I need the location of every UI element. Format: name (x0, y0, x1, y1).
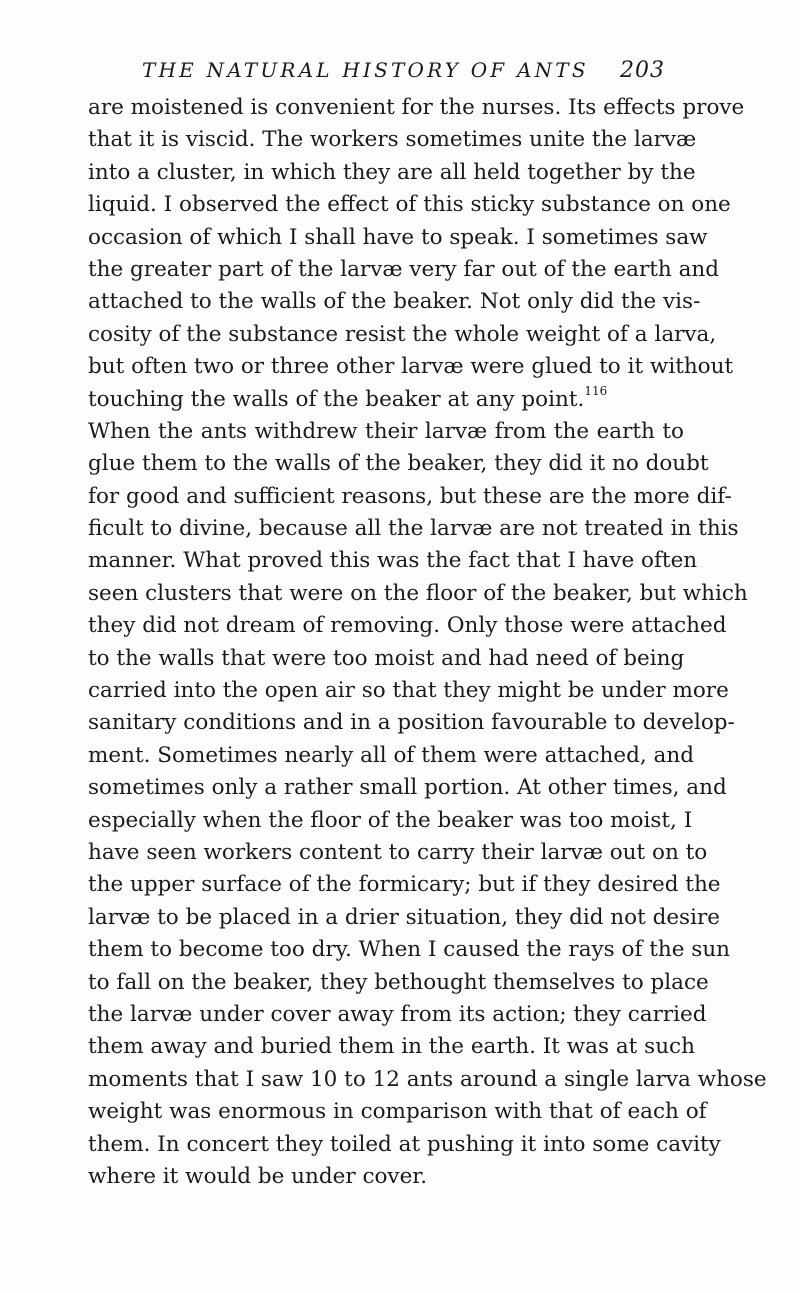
footnote-reference[interactable]: 116 (584, 384, 608, 399)
text-line: weight was enormous in comparison with that of each of (88, 1099, 707, 1125)
text-line: them away and buried them in the earth. It was at such (88, 1034, 695, 1060)
text-line: sanitary conditions and in a position favourable to develop- (88, 710, 735, 736)
text-line: the greater part of the larvæ very far out of the earth and (88, 256, 720, 282)
running-head-title: THE NATURAL HISTORY OF ANTS (142, 58, 589, 82)
text-line: the larvæ under cover away from its action; they carried (88, 1001, 707, 1027)
text-line: have seen workers content to carry their larvæ out on to (88, 839, 708, 865)
text-line: moments that I saw 10 to 12 ants around a single larva whose (88, 1066, 767, 1092)
text-line: larvæ to be placed in a drier situation, they did not desire (88, 904, 720, 930)
text-line: but often two or three other larvæ were glued to it without (88, 354, 734, 380)
text-line: glue them to the walls of the beaker, they did it no doubt (88, 451, 709, 477)
body-text (88, 92, 767, 1193)
text-line: for good and sufficient reasons, but these are the more dif- (88, 483, 732, 509)
text-line: to fall on the beaker, they bethought themselves to place (88, 969, 709, 995)
text-line: sometimes only a rather small portion. At other times, and (88, 775, 727, 801)
page-number: 203 (620, 58, 665, 83)
text-line: carried into the open air so that they might be under more (88, 678, 729, 704)
text-line: ficult to divine, because all the larvæ are not treated in this (88, 516, 739, 542)
text-line: especially when the floor of the beaker was too moist, I (88, 807, 693, 833)
text-line: where it would be under cover. (88, 1163, 428, 1189)
text-line: to the walls that were too moist and had need of being (88, 645, 685, 671)
text-line: occasion of which I shall have to speak. I sometimes saw (88, 224, 708, 250)
text-line: attached to the walls of the beaker. Not only did the vis- (88, 289, 701, 315)
text-line: seen clusters that were on the floor of the beaker, but which (88, 580, 748, 606)
text-line: manner. What proved this was the fact that I have often (88, 548, 698, 574)
text-line: the upper surface of the formicary; but if they desired the (88, 872, 721, 898)
text-line: into a cluster, in which they are all held together by the (88, 159, 696, 185)
text-line: that it is viscid. The workers sometimes unite the larvæ (88, 127, 697, 153)
text-line: them. In concert they toiled at pushing it into some cavity (88, 1131, 721, 1157)
text-line: When the ants withdrew their larvæ from the earth to (88, 418, 684, 444)
text-line: they did not dream of removing. Only those were attached (88, 613, 727, 639)
text-line: cosity of the substance resist the whole weight of a larva, (88, 321, 717, 347)
text-line: touching the walls of the beaker at any point. (88, 386, 585, 412)
text-line: liquid. I observed the effect of this sticky substance on one (88, 192, 731, 218)
text-line: them to become too dry. When I caused the rays of the sun (88, 937, 731, 963)
text-line: are moistened is convenient for the nurses. Its effects prove (88, 95, 745, 120)
text-line-with-footnote (88, 384, 684, 416)
text-line: ment. Sometimes nearly all of them were attached, and (88, 742, 694, 768)
